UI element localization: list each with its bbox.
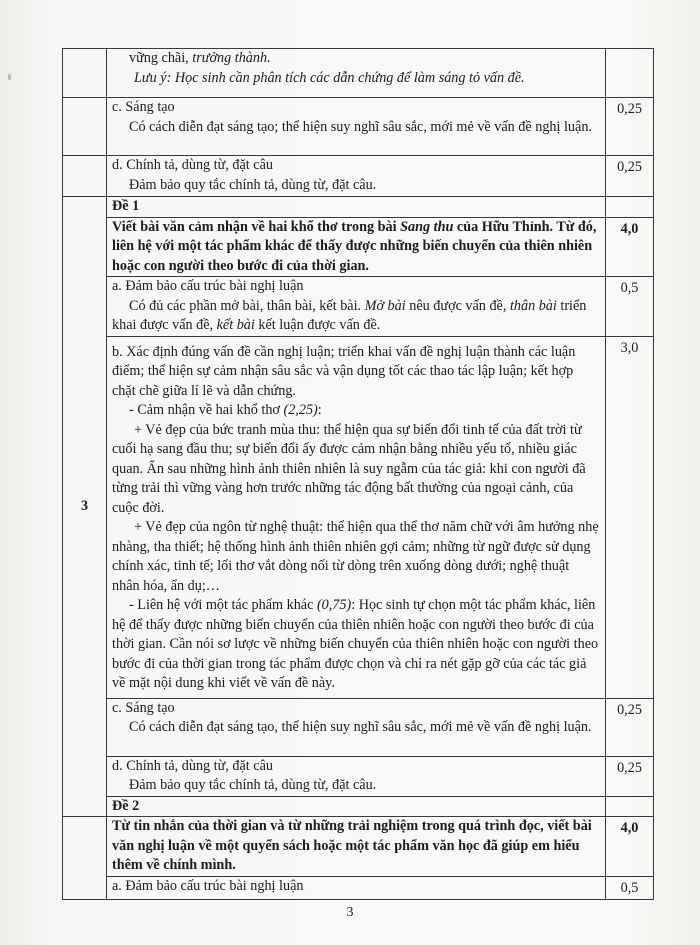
criterion-title: c. Sáng tạo <box>112 699 175 716</box>
text-fragment: vững chãi, <box>129 50 193 66</box>
section-heading: Đề 2 <box>107 796 606 817</box>
text-fragment: nêu được vấn đề, <box>405 297 510 314</box>
question-cell <box>63 49 107 98</box>
prompt-cell: Từ tin nhắn của thời gian và từ những trải nghiệm trong quá trình đọc, viết bài văn nghị luận về một quyển sách hoặc một tác phẩm văn học đã giúp em hiểu thêm về chính mình. <box>107 817 606 877</box>
score-cell <box>606 817 654 877</box>
score-value: 0,25 <box>617 101 642 117</box>
table-row <box>63 277 654 337</box>
score-value: 4,0 <box>620 820 639 836</box>
table-row <box>63 98 654 156</box>
score-cell <box>606 756 654 796</box>
score-cell <box>606 98 654 156</box>
text-fragment: Mở bài <box>364 297 406 314</box>
criterion-title: a. Đảm bảo cấu trúc bài nghị luận <box>112 278 304 294</box>
note-label: Lưu ý <box>134 69 167 86</box>
score-value: 0,25 <box>617 159 642 175</box>
prompt-text: của Hữu Thỉnh. Từ đó, liên hệ với một tác phẩm khác để thấy được những biến chuyển của thiên nhiên hoặc con người theo bước đi của thời gian. <box>112 218 597 274</box>
criterion-body: Đảm bảo quy tắc chính tả, dùng từ, đặt câu. <box>129 176 377 193</box>
text-fragment: : <box>317 402 322 418</box>
table-row <box>63 817 654 877</box>
criterion-title: a. Đảm bảo cấu trúc bài nghị luận <box>107 877 606 900</box>
table-row <box>63 877 654 900</box>
table-row <box>63 756 654 796</box>
criterion-body: Có cách diễn đạt sáng tạo, thể hiện suy nghĩ sâu sắc, mới mẻ về vấn đề nghị luận. <box>129 719 592 735</box>
content-cell <box>107 698 606 756</box>
question-cell <box>63 156 107 197</box>
content-cell <box>107 98 606 156</box>
table-row <box>63 49 654 98</box>
score-value: 3,0 <box>620 339 639 356</box>
score-cell <box>606 156 654 197</box>
score-cell <box>606 336 654 698</box>
text-fragment: - Cảm nhận về hai khổ thơ <box>129 402 284 418</box>
content-cell <box>107 156 606 197</box>
criterion-title: c. Sáng tạo <box>112 99 175 115</box>
text-fragment: - Liên hệ với một tác phẩm khác <box>129 597 317 613</box>
table-row <box>63 796 654 817</box>
question-number-cell <box>63 197 107 817</box>
text-fragment: trưởng thành. <box>192 50 271 66</box>
score-cell <box>606 796 654 817</box>
prompt-cell <box>107 217 606 277</box>
score-cell <box>606 217 654 277</box>
text-fragment: triển khai được vấn đề, <box>112 297 587 333</box>
question-number: 3 <box>80 497 89 514</box>
score-value: 0,25 <box>617 701 642 718</box>
criterion-body: Có cách diễn đạt sáng tạo; thể hiện suy nghĩ sâu sắc, mới mẻ về vấn đề nghị luận. <box>129 118 592 135</box>
content-cell <box>107 49 606 98</box>
score-cell <box>606 49 654 98</box>
table-row <box>63 698 654 756</box>
text-fragment: kết bài <box>216 317 255 333</box>
table-row <box>63 197 654 218</box>
content-cell <box>107 277 606 337</box>
content-cell <box>107 756 606 796</box>
score-cell <box>606 698 654 756</box>
scan-mark <box>8 74 11 80</box>
page-number: 3 <box>346 905 354 920</box>
prompt-text: Viết bài văn cảm nhận về hai khổ thơ trong bài <box>112 218 401 235</box>
note-text: : Học sinh cần phân tích các dẫn chứng để làm sáng tỏ vấn đề. <box>166 69 525 86</box>
score-cell <box>606 877 654 900</box>
score-value: 0,5 <box>620 280 639 296</box>
paragraph: + Vẻ đẹp của bức tranh mùa thu: thể hiện qua sự biến đổi tinh tế của đất trời từ cuối hạ sang đầu thu; sự biến đổi ấy được cảm nhận bằng nhiều yếu tố, nhiều giác quan. Ẩn sau những hình ảnh thiên nhiên là suy ngẫm của tác giả: khi con người đã từng trải thì vững vàng hơn trước những tác động bất thường của ngoại cảnh, của cuộc đời. <box>112 421 586 516</box>
criterion-intro: b. Xác định đúng vấn đề cần nghị luận; triển khai vấn đề nghị luận thành các luận điểm; thể hiện sự cảm nhận sâu sắc và vận dụng tốt các thao tác lập luận; kết hợp chặt chẽ giữa lí lẽ và dẫn chứng. <box>112 343 576 399</box>
criterion-title: d. Chính tả, dùng từ, đặt câu <box>112 157 273 173</box>
content-cell <box>107 336 606 698</box>
text-fragment: : Học sinh tự chọn một tác phẩm khác, liên hệ để thấy được những biến chuyển của thiên nhiên hoặc con người theo bước đi của thời gian. Cần nói sơ lược về những biến chuyển của thiên nhiên hoặc con người theo bước đi của thời gian trong tác phẩm được chọn và chỉ ra nét gặp gỡ của các tác giả về mặt nội dung khi viết về vấn đề này. <box>112 597 599 691</box>
table-row <box>63 156 654 197</box>
text-fragment: (0,75) <box>316 597 352 613</box>
text-fragment: thân bài <box>509 297 557 314</box>
criterion-body: Đảm bảo quy tắc chính tả, dùng từ, đặt câu. <box>129 777 377 793</box>
score-cell <box>606 277 654 337</box>
score-cell <box>606 197 654 218</box>
question-cell <box>63 98 107 156</box>
paragraph: + Vẻ đẹp của ngôn từ nghệ thuật: thể hiện qua thể thơ năm chữ với âm hưởng nhẹ nhàng, tha thiết; hệ thống hình ảnh thiên nhiên gợi cảm; những từ ngữ được sử dụng chính xác, tinh tế; lối thơ vắt dòng nối từ dòng trên xuống dòng dưới; nghệ thuật nhân hóa, ẩn dụ;… <box>112 519 599 594</box>
score-value: 4,0 <box>620 220 639 237</box>
score-value: 0,25 <box>617 759 642 776</box>
text-fragment: Có đủ các phần mở bài, thân bài, kết bài. <box>129 297 365 314</box>
question-cell <box>63 817 107 900</box>
text-fragment: (2,25) <box>283 402 318 418</box>
table-row <box>63 336 654 698</box>
table-row <box>63 217 654 277</box>
criterion-title: d. Chính tả, dùng từ, đặt câu <box>112 757 273 774</box>
text-fragment: kết luận được vấn đề. <box>254 317 381 333</box>
score-value: 0,5 <box>620 880 639 896</box>
poem-title: Sang thu <box>400 218 454 235</box>
grading-table <box>62 48 654 900</box>
section-heading: Đề 1 <box>107 197 606 218</box>
